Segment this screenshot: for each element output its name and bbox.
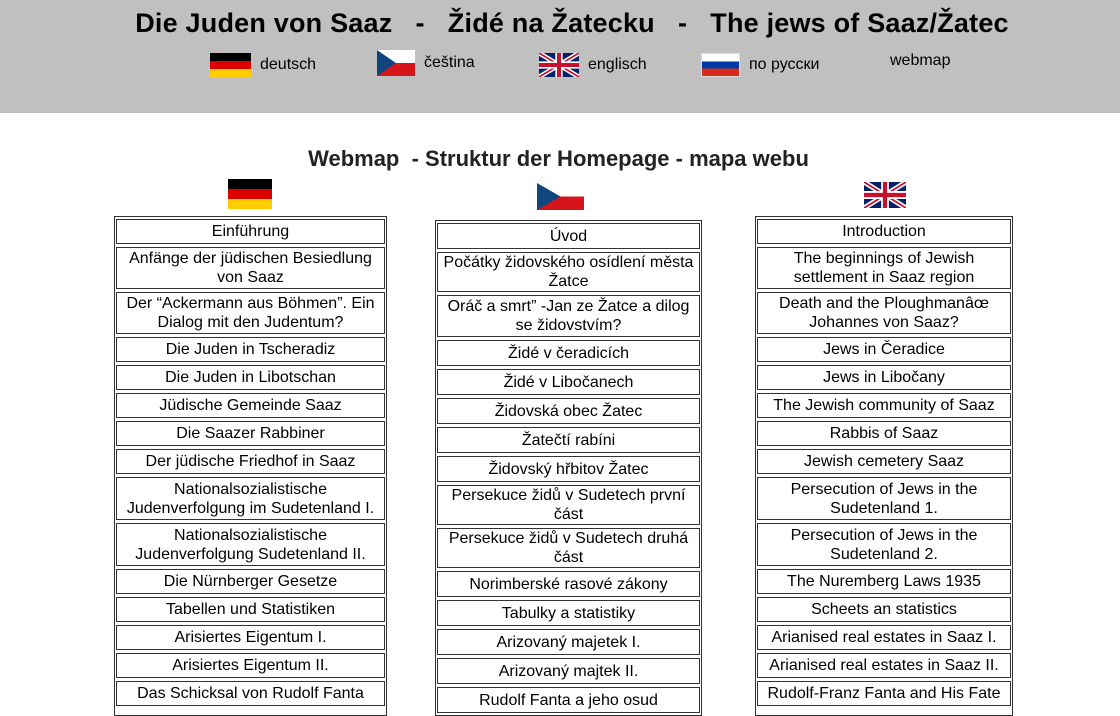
webmap-link[interactable]: Oráč a smrt” -Jan ze Žatce a dilog se židovstvím? [437,295,700,337]
uk-flag-icon [539,53,579,77]
lang-link-cestina[interactable] [377,50,475,76]
webmap-column-german [114,216,387,716]
lang-link-russian[interactable] [701,52,819,78]
lang-label: по русски [749,56,820,73]
webmap-link[interactable]: Persekuce židů v Sudetech druhá část [437,528,700,568]
lang-link-deutsch[interactable] [210,52,316,78]
webmap-link[interactable]: Arianised real estates in Saaz II. [757,653,1011,678]
webmap-link[interactable]: Die Juden in Libotschan [116,365,385,390]
czech-flag-icon [537,183,584,210]
site-header [0,0,1120,113]
webmap-link[interactable]: Die Saazer Rabbiner [116,421,385,446]
lang-label: englisch [588,56,647,73]
webmap-link[interactable]: Einführung [116,219,385,244]
lang-link-englisch[interactable] [539,52,647,78]
webmap-link[interactable]: Jewish cemetery Saaz [757,449,1011,474]
lang-link-webmap[interactable] [890,48,950,74]
german-flag-icon [228,179,272,209]
webmap-link[interactable]: Norimberské rasové zákony [437,571,700,597]
webmap-link[interactable]: Der “Ackermann aus Böhmen”. Ein Dialog mit den Judentum? [116,292,385,334]
webmap-link[interactable]: Arianised real estates in Saaz I. [757,625,1011,650]
webmap-link[interactable]: Introduction [757,219,1011,244]
lang-label: deutsch [260,56,317,73]
uk-flag-icon [864,182,906,208]
webmap-link[interactable]: Židovský hřbitov Žatec [437,456,700,482]
webmap-link[interactable]: Persecution of Jews in the Sudetenland 1. [757,477,1011,520]
webmap-link[interactable]: Žatečtí rabíni [437,427,700,453]
webmap-link[interactable]: The beginnings of Jewish settlement in Saaz region [757,247,1011,289]
german-flag-icon [210,53,251,77]
russian-flag-icon [701,53,740,77]
webmap-link[interactable]: Jews in Libočany [757,365,1011,390]
lang-label: webmap [890,52,951,69]
webmap-link[interactable]: Nationalsozialistische Judenverfolgung Sudetenland II. [116,523,385,566]
webmap-link[interactable]: Scheets an statistics [757,597,1011,622]
webmap-link[interactable]: Nationalsozialistische Judenverfolgung im Sudetenland I. [116,477,385,520]
webmap-link[interactable]: Rudolf-Franz Fanta and His Fate [757,681,1011,706]
webmap-link[interactable]: Židé v čeradicích [437,340,700,366]
webmap-link[interactable]: Tabellen und Statistiken [116,597,385,622]
webmap-link[interactable]: Rabbis of Saaz [757,421,1011,446]
czech-flag-icon [377,50,415,76]
webmap-link[interactable]: Persekuce židů v Sudetech první část [437,485,700,525]
webmap-link[interactable]: Arisiertes Eigentum II. [116,653,385,678]
webmap-link[interactable]: Židé v Libočanech [437,369,700,395]
webmap-column-czech [435,220,702,716]
webmap-link[interactable]: Židovská obec Žatec [437,398,700,424]
site-title: Die Juden von Saaz - Židé na Žatecku - The jews of Saaz/Žatec [135,8,1009,38]
page-title: Webmap - Struktur der Homepage - mapa webu [308,146,809,171]
webmap-link[interactable]: Persecution of Jews in the Sudetenland 2. [757,523,1011,566]
webmap-link[interactable]: Rudolf Fanta a jeho osud [437,687,700,713]
webmap-link[interactable]: The Jewish community of Saaz [757,393,1011,418]
webmap-link[interactable]: Das Schicksal von Rudolf Fanta [116,681,385,706]
webmap-link[interactable]: The Nuremberg Laws 1935 [757,569,1011,594]
webmap-link[interactable]: Úvod [437,223,700,249]
webmap-link[interactable]: Arizovaný majtek II. [437,658,700,684]
webmap-link[interactable]: Die Juden in Tscheradiz [116,337,385,362]
webmap-link[interactable]: Tabulky a statistiky [437,600,700,626]
webmap-link[interactable]: Arisiertes Eigentum I. [116,625,385,650]
webmap-link[interactable]: Arizovaný majetek I. [437,629,700,655]
webmap-column-english [755,216,1013,716]
webmap-link[interactable]: Jews in Čeradice [757,337,1011,362]
webmap-link[interactable]: Der jüdische Friedhof in Saaz [116,449,385,474]
webmap-link[interactable]: Death and the Ploughmanâœ Johannes von Saaz? [757,292,1011,334]
webmap-link[interactable]: Počátky židovského osídlení města Žatce [437,252,700,292]
webmap-link[interactable]: Jüdische Gemeinde Saaz [116,393,385,418]
webmap-link[interactable]: Die Nürnberger Gesetze [116,569,385,594]
lang-label: čeština [424,54,475,71]
webmap-link[interactable]: Anfänge der jüdischen Besiedlung von Saaz [116,247,385,289]
